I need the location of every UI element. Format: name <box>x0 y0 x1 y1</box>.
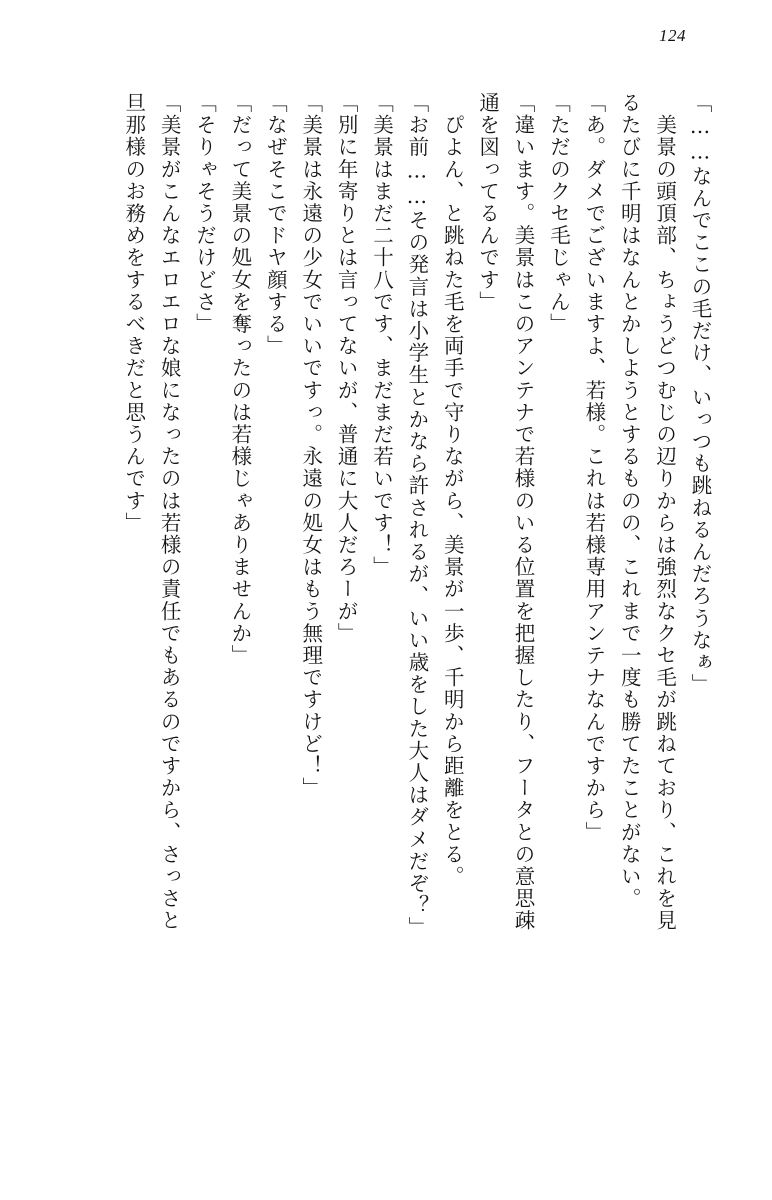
text-line: 「美景は永遠の少女でいいですっ。永遠の処女はもう無理ですけど！」 <box>298 92 323 800</box>
text-line: 「別に年寄りとは言ってないが、普通に大人だろーが」 <box>334 92 359 645</box>
vertical-text-body <box>44 92 710 1180</box>
text-line: るたびに千明はなんとかしようとするものの、これまで一度も勝てたことがない。 <box>617 92 642 910</box>
text-line: 「あ。ダメでございますよ、若様。これは若様専用アンテナなんですから」 <box>581 92 606 844</box>
text-line: 通を図ってるんです」 <box>475 92 500 313</box>
text-line: 「ただのクセ毛じゃん」 <box>546 92 571 336</box>
text-line: 旦那様のお務めをするべきだと思うんです」 <box>121 92 146 534</box>
text-line: 美景の頭頂部、ちょうどつむじの辺りからは強烈なクセ毛が跳ねており、これを見 <box>652 92 677 932</box>
text-line: 「なぜそこでドヤ顔する」 <box>263 92 288 358</box>
text-line: 「だって美景の処女を奪ったのは若様じゃありませんか」 <box>227 92 252 667</box>
text-line: 「美景はまだ二十八です、まだまだ若いです！」 <box>369 92 394 579</box>
text-line: 「……なんでここの毛だけ、いっつも跳ねるんだろうなぁ」 <box>688 92 712 696</box>
text-line: 「違います。美景はこのアンテナで若様のいる位置を把握したり、フータとの意思疎 <box>511 92 536 932</box>
page-number: 124 <box>659 26 686 45</box>
text-line: 「そりゃそうだけどさ」 <box>192 92 217 336</box>
text-line: ぴよん、と跳ねた毛を両手で守りながら、美景が一歩、千明から距離をとる。 <box>440 92 465 888</box>
text-line: 「美景がこんなエロエロな娘になったのは若様の責任でもあるのですから、さっさと <box>157 92 182 932</box>
text-line: 「お前……その発言は小学生とかなら許されるが、いい歳をした大人はダメだぞ？」 <box>404 92 429 939</box>
